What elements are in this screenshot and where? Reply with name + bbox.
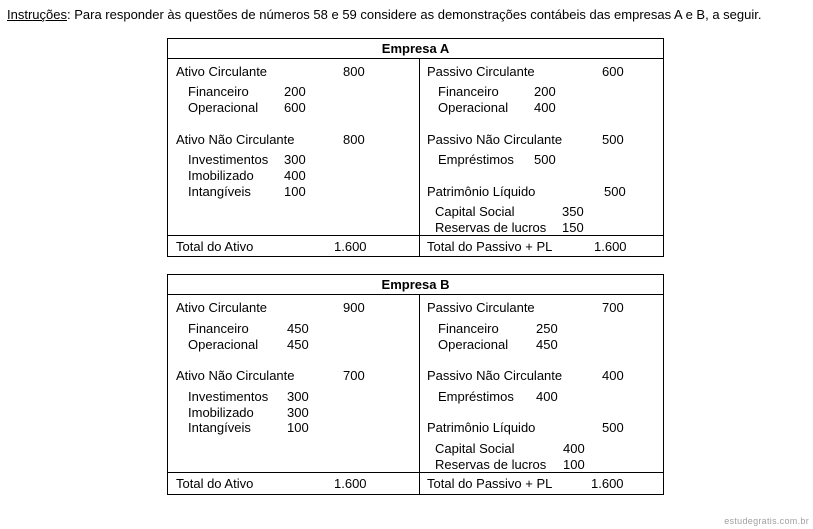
column-divider [419, 59, 420, 256]
instructions [7, 7, 761, 22]
passivo-circulante-label: Passivo Circulante [427, 64, 535, 79]
total-ativo-value: 1.600 [334, 239, 367, 254]
total-divider [168, 472, 663, 473]
total-divider [168, 235, 663, 236]
total-passivo-label: Total do Passivo + PL [427, 476, 553, 491]
capital-social-label: Capital Social [435, 441, 515, 456]
emprestimos-label: Empréstimos [438, 152, 514, 167]
instructions-label: Instruções [7, 7, 67, 22]
ativo-nao-circulante-label: Ativo Não Circulante [176, 132, 295, 147]
imobilizado-value: 300 [287, 405, 309, 420]
total-passivo-label: Total do Passivo + PL [427, 239, 553, 254]
investimentos-value: 300 [284, 152, 306, 167]
patrimonio-liquido-label: Patrimônio Líquido [427, 420, 536, 435]
watermark: estudegratis.com.br [724, 516, 809, 526]
intangiveis-value: 100 [284, 184, 306, 199]
balance-sheet-empresa-a [167, 38, 664, 257]
passivo-nao-circulante-label: Passivo Não Circulante [427, 132, 563, 147]
operacional-label: Operacional [188, 337, 259, 352]
reservas-lucros-value: 150 [562, 220, 584, 235]
passivo-circulante-value: 700 [602, 300, 624, 315]
imobilizado-label: Imobilizado [188, 168, 254, 183]
passivo-circulante-value: 600 [602, 64, 624, 79]
reservas-lucros-label: Reservas de lucros [435, 457, 547, 472]
investimentos-label: Investimentos [188, 152, 269, 167]
passivo-operacional-label: Operacional [438, 100, 509, 115]
investimentos-label: Investimentos [188, 389, 269, 404]
financeiro-label: Financeiro [188, 84, 249, 99]
ativo-circulante-value: 900 [343, 300, 365, 315]
financeiro-value: 200 [284, 84, 306, 99]
operacional-value: 600 [284, 100, 306, 115]
financeiro-value: 450 [287, 321, 309, 336]
ativo-circulante-value: 800 [343, 64, 365, 79]
column-divider [419, 295, 420, 494]
emprestimos-value: 400 [536, 389, 558, 404]
passivo-operacional-label: Operacional [438, 337, 509, 352]
passivo-operacional-value: 450 [536, 337, 558, 352]
passivo-operacional-value: 400 [534, 100, 556, 115]
passivo-nao-circulante-value: 500 [602, 132, 624, 147]
passivo-nao-circulante-label: Passivo Não Circulante [427, 368, 563, 383]
instructions-text: : Para responder às questões de números 58 e 59 considere as demonstrações contábeis das empresas A e B, a seguir. [66, 7, 762, 22]
operacional-label: Operacional [188, 100, 259, 115]
balance-sheet-empresa-b [167, 274, 664, 495]
intangiveis-label: Intangíveis [188, 420, 251, 435]
total-ativo-label: Total do Ativo [176, 476, 254, 491]
patrimonio-liquido-value: 500 [602, 420, 624, 435]
capital-social-value: 400 [563, 441, 585, 456]
emprestimos-label: Empréstimos [438, 389, 514, 404]
passivo-circulante-label: Passivo Circulante [427, 300, 535, 315]
reservas-lucros-label: Reservas de lucros [435, 220, 547, 235]
operacional-value: 450 [287, 337, 309, 352]
capital-social-value: 350 [562, 204, 584, 219]
investimentos-value: 300 [287, 389, 309, 404]
patrimonio-liquido-value: 500 [604, 184, 626, 199]
emprestimos-value: 500 [534, 152, 556, 167]
intangiveis-label: Intangíveis [188, 184, 251, 199]
total-passivo-value: 1.600 [591, 476, 624, 491]
patrimonio-liquido-label: Patrimônio Líquido [427, 184, 536, 199]
table-title: Empresa B [168, 275, 663, 295]
passivo-financeiro-value: 250 [536, 321, 558, 336]
intangiveis-value: 100 [287, 420, 309, 435]
passivo-financeiro-label: Financeiro [438, 321, 499, 336]
total-ativo-value: 1.600 [334, 476, 367, 491]
ativo-nao-circulante-label: Ativo Não Circulante [176, 368, 295, 383]
passivo-nao-circulante-value: 400 [602, 368, 624, 383]
financeiro-label: Financeiro [188, 321, 249, 336]
ativo-nao-circulante-value: 700 [343, 368, 365, 383]
ativo-circulante-label: Ativo Circulante [176, 64, 268, 79]
passivo-financeiro-value: 200 [534, 84, 556, 99]
capital-social-label: Capital Social [435, 204, 515, 219]
table-title: Empresa A [168, 39, 663, 59]
ativo-circulante-label: Ativo Circulante [176, 300, 268, 315]
total-passivo-value: 1.600 [594, 239, 627, 254]
ativo-nao-circulante-value: 800 [343, 132, 365, 147]
imobilizado-value: 400 [284, 168, 306, 183]
imobilizado-label: Imobilizado [188, 405, 254, 420]
reservas-lucros-value: 100 [563, 457, 585, 472]
total-ativo-label: Total do Ativo [176, 239, 254, 254]
passivo-financeiro-label: Financeiro [438, 84, 499, 99]
